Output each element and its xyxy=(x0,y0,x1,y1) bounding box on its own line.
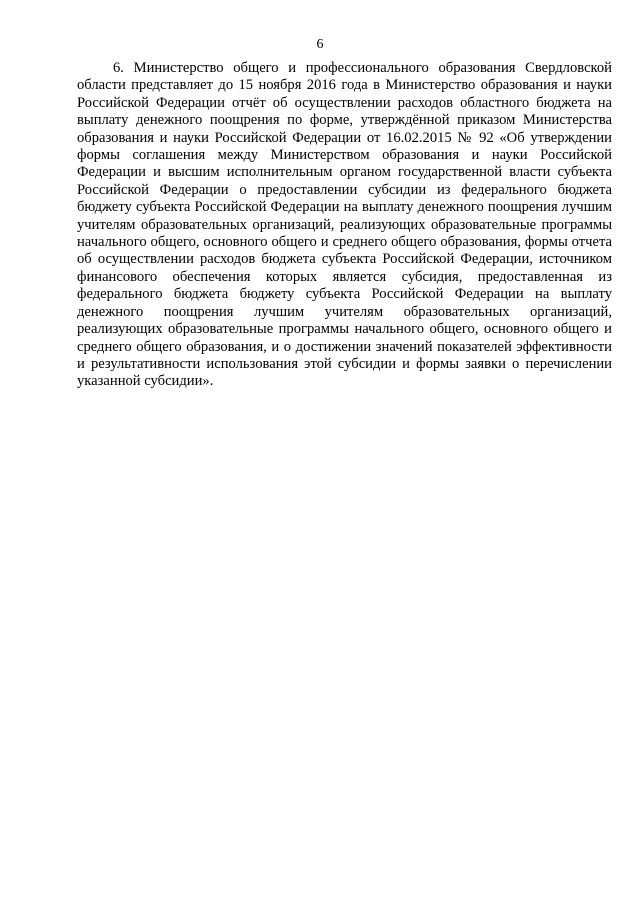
body-paragraph: 6. Министерство общего и профессионального образования Свердловской области представляет до 15 ноября 2016 года в Министерство образования и науки Российской Федерации отчёт об осуществлении расходов областного бюджета на выплату денежного поощрения по форме, утверждённой приказом Министерства образования и науки Российской Федерации от 16.02.2015 № 92 «Об утверждении формы соглашения между Министерством образования и науки Российской Федерации и высшим исполнительным органом государственной власти субъекта Российской Федерации о предоставлении субсидии из федерального бюджета бюджету субъекта Российской Федерации на выплату денежного поощрения лучшим учителям образовательных организаций, реализующих образовательные программы начального общего, основного общего и среднего общего образования, формы отчета об осуществлении расходов бюджета субъекта Российской Федерации, источником финансового обеспечения которых является субсидия, предоставленная из федерального бюджета бюджету субъекта Российской Федерации на выплату денежного поощрения лучшим учителям образовательных организаций, реализующих образовательные программы начального общего, основного общего и среднего общего образования, и о достижении значений показателей эффективности и результативности использования этой субсидии и формы заявки о перечислении указанной субсидии». xyxy=(77,60,612,390)
page-number: 6 xyxy=(316,37,324,52)
